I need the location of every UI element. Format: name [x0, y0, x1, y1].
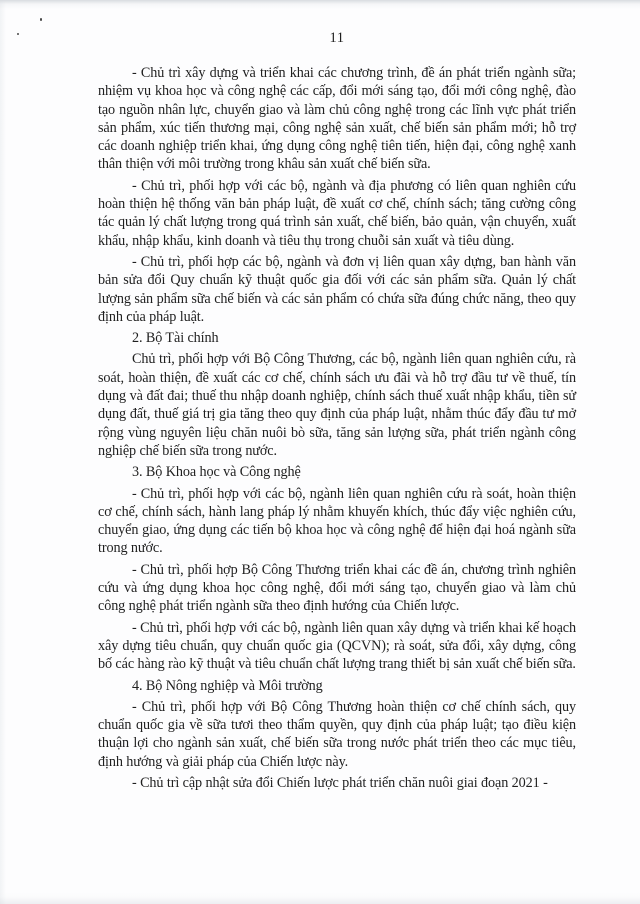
paragraph: - Chủ trì, phối hợp với các bộ, ngành liên quan xây dựng và triển khai kế hoạch xây dựng tiêu chuẩn, quy chuẩn quốc gia (QCVN); rà soát, sửa đổi, xây dựng, công bố các hàng rào kỹ thuật và tiêu chuẩn chất lượng trang thiết bị sản xuất chế biến sữa. [98, 619, 576, 673]
section-heading-ministry-of-finance: 2. Bộ Tài chính [132, 330, 219, 347]
paragraph: - Chủ trì, phối hợp với các bộ, ngành liên quan nghiên cứu rà soát, hoàn thiện cơ chế, chính sách, hành lang pháp lý nhằm khuyến khích, thúc đẩy việc nghiên cứu, chuyển giao, ứng dụng các tiến bộ khoa học và công nghệ để hiện đại hoá ngành sữa trong nước. [98, 485, 576, 557]
scan-speck [17, 33, 19, 35]
scan-speck [40, 18, 42, 21]
paragraph: - Chủ trì, phối hợp Bộ Công Thương triển khai các đề án, chương trình nghiên cứu và ứng dụng khoa học công nghệ, đổi mới sáng tạo, chuyển giao và làm chủ công nghệ phát triển ngành sữa theo định hướng của Chiến lược. [98, 561, 576, 615]
paragraph: - Chủ trì xây dựng và triển khai các chương trình, đề án phát triển ngành sữa; nhiệm vụ khoa học và công nghệ các cấp, đổi mới sáng tạo, đổi mới công nghệ, đào tạo nguồn nhân lực, chuyển giao và làm chủ công nghệ trong các lĩnh vực phát triển sản phẩm, xúc tiến thương mại, công nghệ sản xuất, chế biến sản phẩm mới; hỗ trợ các doanh nghiệp triển khai, ứng dụng công nghệ tiên tiến, hiện đại, công nghệ xanh thân thiện với môi trường trong khâu sản xuất chế biến sữa. [98, 65, 576, 173]
paragraph: - Chủ trì, phối hợp với các bộ, ngành và địa phương có liên quan nghiên cứu hoàn thiện hệ thống văn bản pháp luật, đề xuất cơ chế, chính sách; tăng cường công tác quản lý chất lượng trong quá trình sản xuất, chế biến, bảo quản, vận chuyển, xuất khẩu, nhập khẩu, kinh doanh và tiêu thụ trong chuỗi sản xuất và tiêu dùng. [98, 177, 576, 249]
document-body [98, 64, 576, 795]
paragraph: - Chủ trì, phối hợp với Bộ Công Thương hoàn thiện cơ chế chính sách, quy chuẩn quốc gia về sữa tươi theo thẩm quyền, quy định của pháp luật; tạo điều kiện thuận lợi cho ngành sản xuất, chế biến sữa trong nước phát triển theo các mục tiêu, định hướng và giải pháp của Chiến lược này. [98, 698, 576, 770]
section-heading-ministry-of-science-technology: 3. Bộ Khoa học và Công nghệ [132, 464, 301, 481]
scan-edge-bottom [0, 892, 640, 904]
scan-edge-top [0, 0, 640, 9]
paragraph: Chủ trì, phối hợp với Bộ Công Thương, các bộ, ngành liên quan nghiên cứu, rà soát, hoàn thiện, đề xuất các cơ chế, chính sách ưu đãi và hỗ trợ đầu tư về thuế, tín dụng và đất đai; thuế thu nhập doanh nghiệp, chính sách thuế xuất nhập khẩu, tiền sử dụng đất, thuế giá trị gia tăng theo quy định của pháp luật, nhằm thúc đẩy đầu tư mở rộng vùng nguyên liệu chăn nuôi bò sữa, tăng sản lượng sữa, phát triển ngành công nghiệp chế biến sữa trong nước. [98, 351, 576, 459]
paragraph: - Chủ trì cập nhật sửa đổi Chiến lược phát triển chăn nuôi giai đoạn 2021 - [132, 774, 548, 791]
scan-edge-left [0, 0, 6, 904]
section-heading-ministry-of-agriculture-environment: 4. Bộ Nông nghiệp và Môi trường [132, 677, 323, 694]
page-number: 11 [329, 30, 345, 46]
paragraph: - Chủ trì, phối hợp các bộ, ngành và đơn vị liên quan xây dựng, ban hành văn bản sửa đổi Quy chuẩn kỹ thuật quốc gia đối với các sản phẩm sữa. Quản lý chất lượng sản phẩm sữa chế biến và các sản phẩm có chứa sữa đúng chức năng, theo quy định của pháp luật. [98, 253, 576, 325]
